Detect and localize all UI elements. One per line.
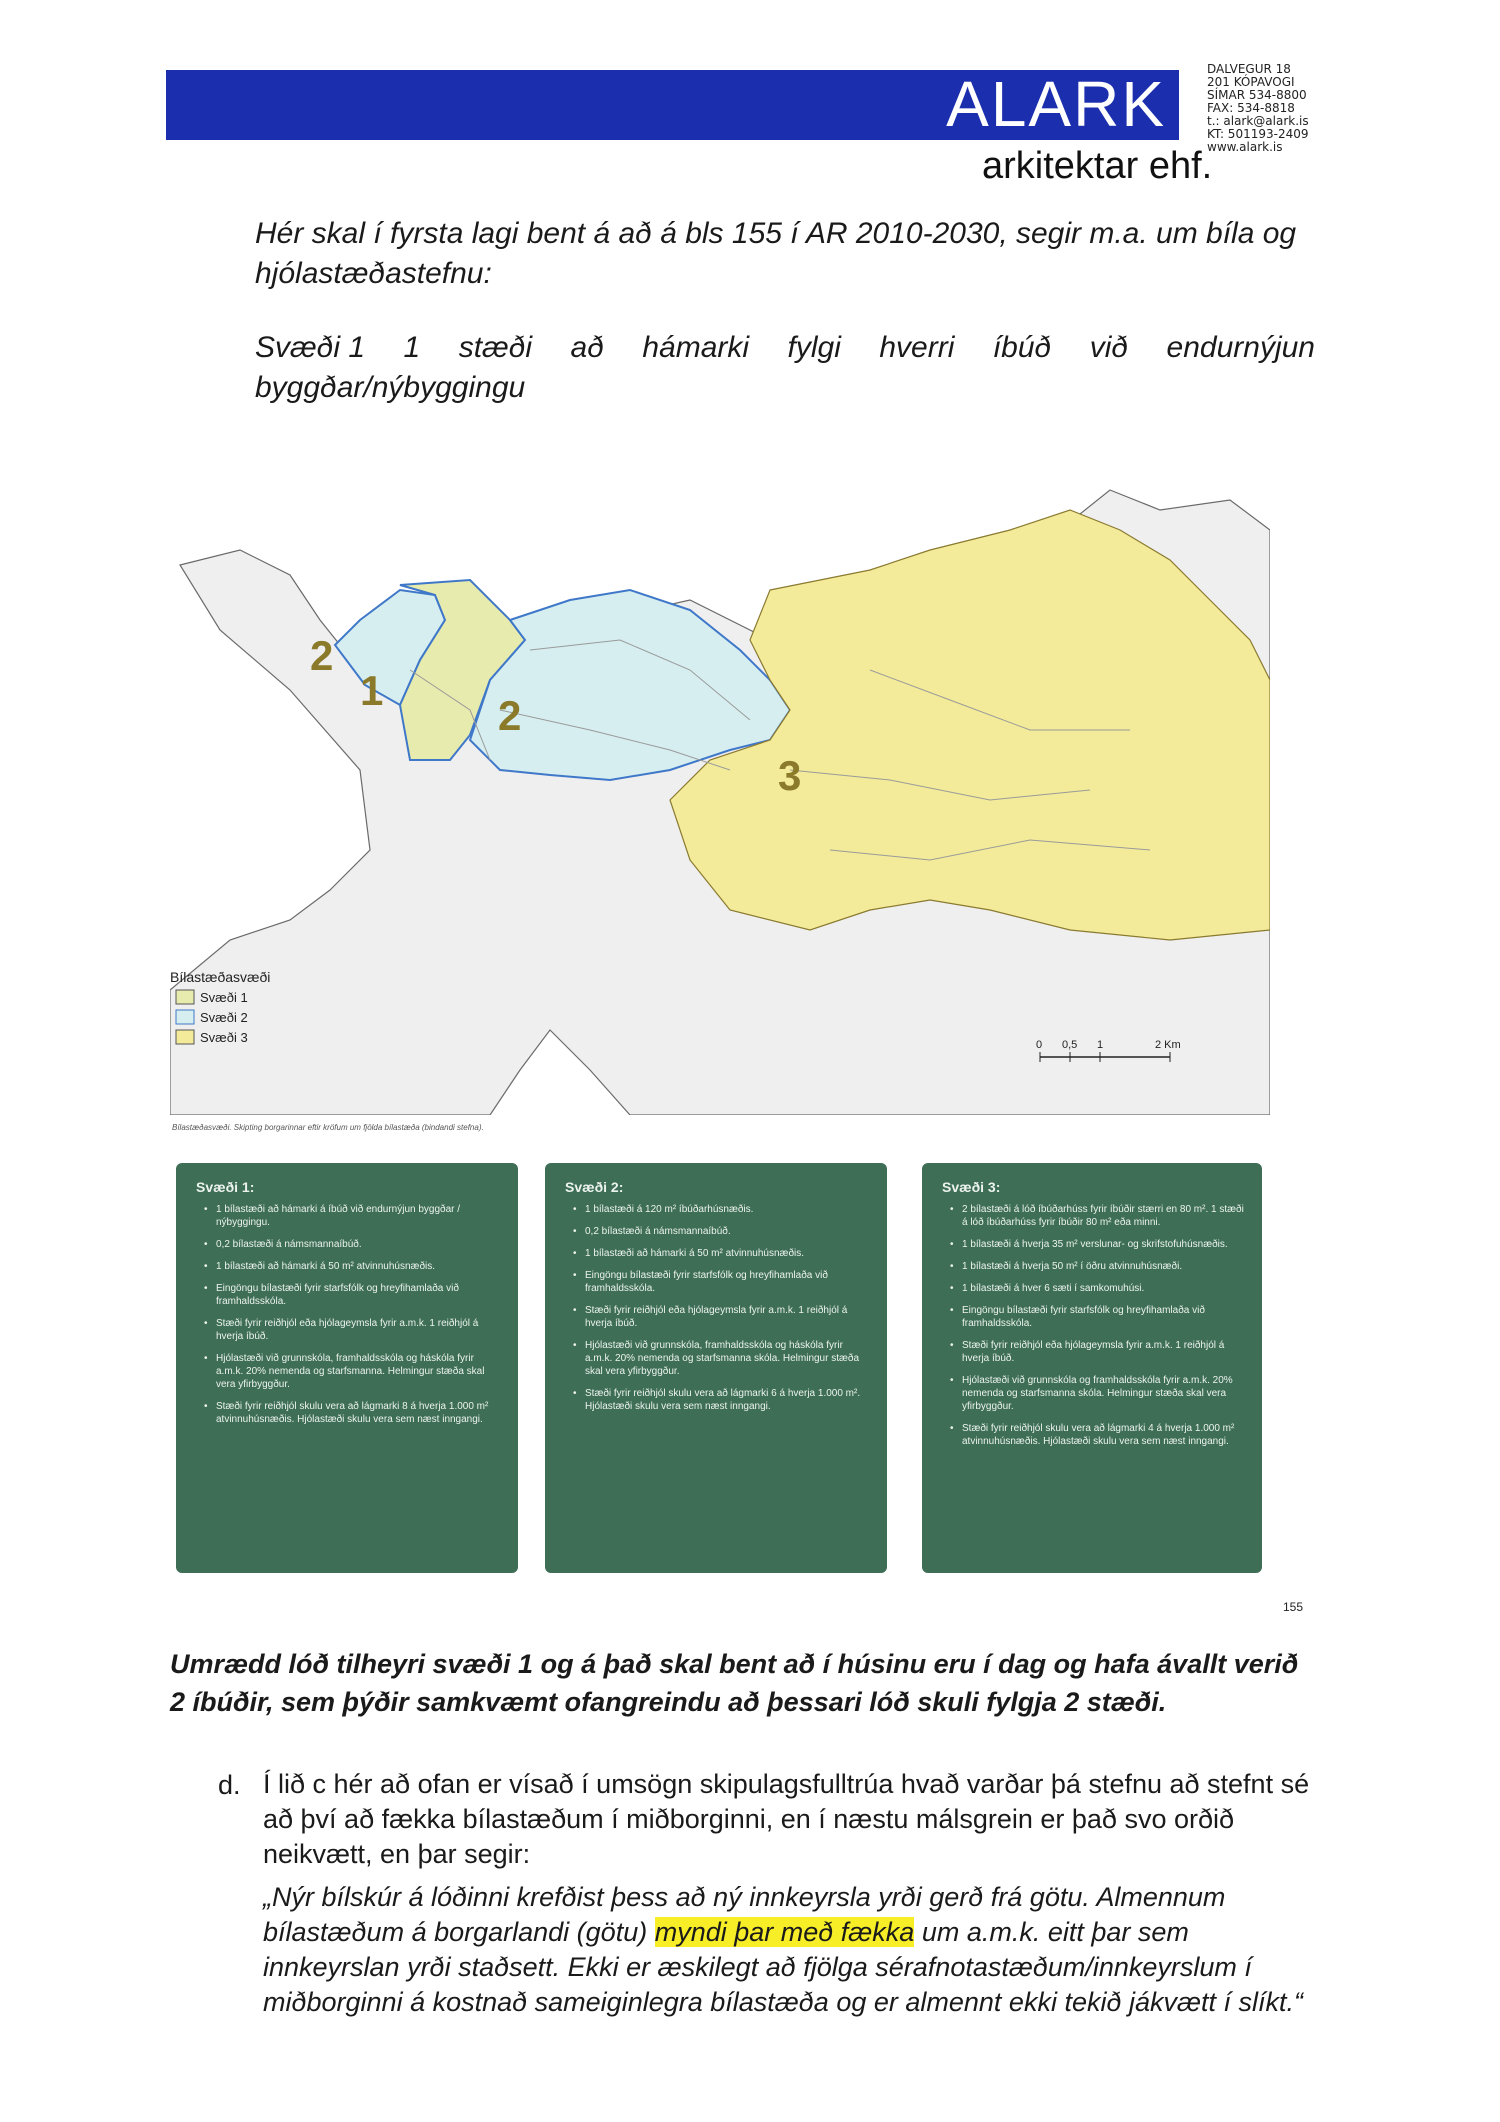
box-title: Svæði 3: — [942, 1179, 1001, 1195]
legend-zone3: Svæði 3 — [200, 1030, 248, 1045]
legend-swatch-zone2 — [176, 1010, 194, 1024]
logo-subtitle: arkitektar ehf. — [982, 145, 1213, 187]
zone-word: við — [1089, 331, 1129, 364]
rules-list — [545, 1203, 887, 1413]
zone-1-rules-box — [176, 1163, 518, 1573]
rule-item: • 1 bílastæði á 120 m² íbúðarhúsnæðis. — [573, 1203, 869, 1216]
rule-item: • 0,2 bílastæði á námsmannaíbúð. — [573, 1225, 869, 1238]
contact-line: www.alark.is — [1207, 140, 1283, 154]
rule-item: • 2 bílastæði á lóð íbúðarhúss fyrir íbúðir stærri en 80 m². 1 stæði á lóð íbúðarhúss fyrir íbúðir 80 m² eða minni. — [950, 1203, 1244, 1229]
rule-item: • Eingöngu bílastæði fyrir starfsfólk og hreyfihamlaða við framhaldsskóla. — [204, 1282, 500, 1308]
logo-word: ALARK — [946, 68, 1166, 140]
map-label-zone2-west: 2 — [310, 632, 334, 679]
scale-05: 0,5 — [1062, 1039, 1078, 1051]
map-label-zone3: 3 — [778, 752, 802, 799]
legend-title: Bílastæðasvæði — [170, 969, 271, 985]
zone-line-2: byggðar/nýbyggingu — [255, 371, 526, 404]
map-label-zone2-east: 2 — [498, 692, 522, 739]
conclusion-paragraph: Umrædd lóð tilheyri svæði 1 og á það skal bent að í húsinu eru í dag og hafa ávallt verið 2 íbúðir, sem þýðir samkvæmt ofangreindu að þessari lóð skuli fylgja 2 stæði. — [170, 1649, 1299, 1717]
item-marker: d. — [218, 1770, 241, 1800]
page-number: 155 — [1283, 1600, 1304, 1614]
legend-zone2: Svæði 2 — [200, 1010, 248, 1025]
contact-line: KT: 501193-2409 — [1207, 127, 1309, 141]
scale-0: 0 — [1036, 1039, 1043, 1051]
rules-list — [922, 1203, 1262, 1448]
zone-word: fylgi — [787, 331, 841, 364]
scale-2km: 2 Km — [1155, 1039, 1181, 1051]
rule-item: • Eingöngu bílastæði fyrir starfsfólk og hreyfihamlaða við framhaldsskóla. — [950, 1304, 1244, 1330]
rule-item: • Stæði fyrir reiðhjól eða hjólageymsla fyrir a.m.k. 1 reiðhjól á hverja íbúð. — [204, 1317, 500, 1343]
contact-line: FAX: 534-8818 — [1207, 101, 1295, 115]
zone-statement — [255, 328, 1315, 408]
rule-item: • 1 bílastæði á hverja 50 m² í öðru atvinnuhúsnæði. — [950, 1260, 1244, 1273]
zone-word: íbúð — [992, 331, 1052, 364]
zone-word: hverri — [879, 331, 955, 364]
box-title: Svæði 2: — [565, 1179, 624, 1195]
contact-line: t.: alark@alark.is — [1207, 114, 1309, 128]
zone-3-rules-box — [922, 1163, 1262, 1573]
zone-word: stæði — [458, 331, 533, 364]
rule-item: • Stæði fyrir reiðhjól eða hjólageymsla fyrir a.m.k. 1 reiðhjól á hverja íbúð. — [573, 1304, 869, 1330]
rule-item: • Hjólastæði við grunnskóla, framhaldsskóla og háskóla fyrir a.m.k. 20% nemenda og starfsmanna. Helmingur stæða skal vera yfirbyggður. — [204, 1352, 500, 1391]
rule-item: • Stæði fyrir reiðhjól skulu vera að lágmarki 6 á hverja 1.000 m². Hjólastæði skulu vera sem næst inngangi. — [573, 1387, 869, 1413]
zone-word: að — [570, 331, 604, 364]
zone-2-rules-box — [545, 1163, 887, 1573]
zone-word: 1 — [403, 331, 421, 364]
rules-list — [176, 1203, 518, 1426]
rule-item: • Hjólastæði við grunnskóla og framhaldsskóla fyrir a.m.k. 20% nemenda og starfsmanna skóla. Helmingur stæða skal vera yfirbyggður. — [950, 1374, 1244, 1413]
zone-word: Svæði 1 — [255, 331, 366, 364]
rule-item: • 1 bílastæði að hámarki á 50 m² atvinnuhúsnæðis. — [204, 1260, 500, 1273]
map-caption: Bílastæðasvæði. Skipting borgarinnar eftir kröfum um fjölda bílastæða (bindandi stefna). — [172, 1123, 484, 1132]
contact-line: DALVEGUR 18 — [1207, 62, 1291, 76]
contact-line: 201 KÓPAVOGI — [1207, 75, 1295, 89]
parking-zone-map — [170, 470, 1270, 1115]
rule-item: • 1 bílastæði að hámarki á íbúð við endurnýjun byggðar / nýbyggingu. — [204, 1203, 500, 1229]
scale-1: 1 — [1097, 1039, 1104, 1051]
legend-zone1: Svæði 1 — [200, 990, 248, 1005]
rule-item: • 0,2 bílastæði á námsmannaíbúð. — [204, 1238, 500, 1251]
rule-item: • 1 bílastæði á hver 6 sæti í samkomuhúsi. — [950, 1282, 1244, 1295]
legend-swatch-zone1 — [176, 990, 194, 1004]
item-d-paragraph: Í lið c hér að ofan er vísað í umsögn skipulagsfulltrúa hvað varðar þá stefnu að stefnt sé að því að fækka bílastæðum í miðborginni, en í næstu málsgrein er það svo orðið neikvætt, en þar segir: — [263, 1769, 1310, 1869]
rule-item: • Stæði fyrir reiðhjól skulu vera að lágmarki 8 á hverja 1.000 m² atvinnuhúsnæðis. Hjólastæði skulu vera sem næst inngangi. — [204, 1400, 500, 1426]
rule-item: • Stæði fyrir reiðhjól skulu vera að lágmarki 4 á hverja 1.000 m² atvinnuhúsnæðis. Hjólastæði skulu vera sem næst inngangi. — [950, 1422, 1244, 1448]
quote-part: um a.m.k. eitt þar sem innkeyrslan yrði staðsett. Ekki er æskilegt að fjölga sérafnotastæðum/innkeyrslum í miðborginni á kostnað sameiginlegra bílastæða og er almennt ekki tekið jákvætt í slíkt.“ — [263, 1917, 1304, 2017]
alark-logo — [940, 62, 1180, 148]
rule-item: • 1 bílastæði á hverja 35 m² verslunar- og skrifstofuhúsnæðis. — [950, 1238, 1244, 1251]
zone-word: endurnýjun — [1166, 331, 1315, 364]
zone-word: hámarki — [642, 331, 750, 364]
quote-part: „Nýr bílskúr á lóðinni krefðist þess að ný innkeyrsla yrði gerð frá götu. Almennum bílastæðum á borgarlandi (götu) — [263, 1882, 1226, 1947]
rule-item: • Eingöngu bílastæði fyrir starfsfólk og hreyfihamlaða við framhaldsskóla. — [573, 1269, 869, 1295]
rule-item: • Stæði fyrir reiðhjól eða hjólageymsla fyrir a.m.k. 1 reiðhjól á hverja íbúð. — [950, 1339, 1244, 1365]
intro-paragraph: Hér skal í fyrsta lagi bent á að á bls 155 í AR 2010-2030, segir m.a. um bíla og hjólastæðastefnu: — [255, 217, 1297, 290]
contact-block — [1207, 63, 1309, 154]
map-label-zone1: 1 — [360, 667, 384, 714]
quoted-text — [263, 1880, 1323, 2020]
box-title: Svæði 1: — [196, 1179, 255, 1195]
contact-line: SÍMAR 534-8800 — [1207, 88, 1307, 102]
legend-swatch-zone3 — [176, 1030, 194, 1044]
rule-item: • 1 bílastæði að hámarki á 50 m² atvinnuhúsnæðis. — [573, 1247, 869, 1260]
rule-item: • Hjólastæði við grunnskóla, framhaldsskóla og háskóla fyrir a.m.k. 20% nemenda og starfsmanna skóla. Helmingur stæða skal vera yfirbyggður. — [573, 1339, 869, 1378]
highlighted-phrase: myndi þar með fækka — [654, 1917, 915, 1947]
